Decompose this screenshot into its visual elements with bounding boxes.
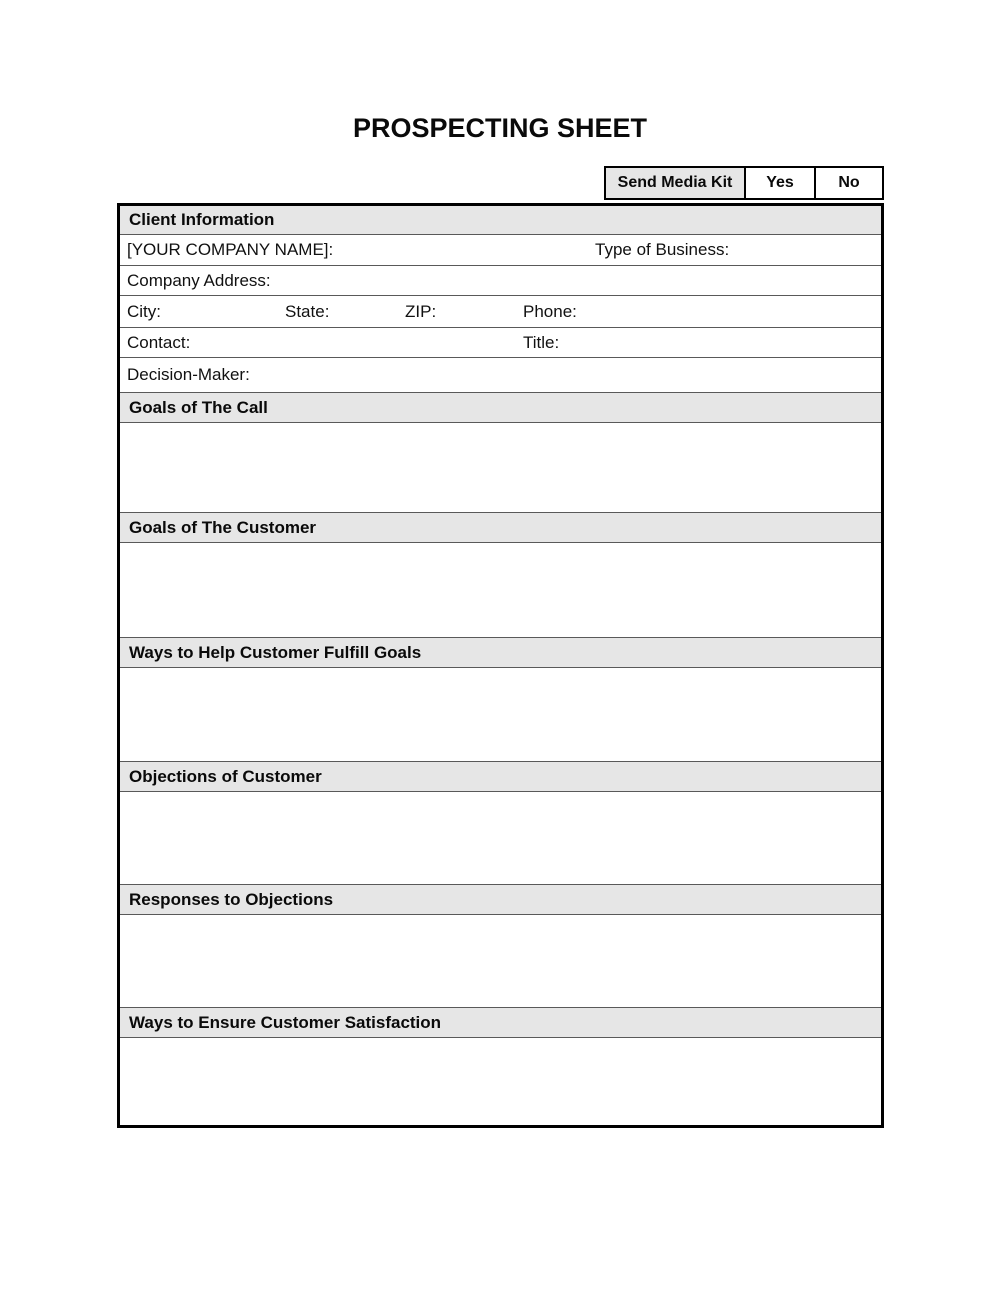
responses-to-objections-input-area[interactable] [120, 915, 881, 1008]
media-kit-no-option[interactable]: No [814, 168, 882, 198]
contact-title-row[interactable] [120, 328, 881, 358]
send-media-kit-table [604, 166, 884, 200]
send-media-kit-label: Send Media Kit [606, 168, 744, 198]
contact-label: Contact: [127, 332, 191, 352]
goals-of-the-call-input-area[interactable] [120, 423, 881, 513]
customer-satisfaction-input-area[interactable] [120, 1038, 881, 1125]
city-state-zip-phone-row[interactable] [120, 296, 881, 328]
responses-to-objections-header: Responses to Objections [120, 885, 881, 915]
page-title: PROSPECTING SHEET [352, 113, 648, 143]
objections-of-customer-header: Objections of Customer [120, 762, 881, 792]
company-address-row[interactable] [120, 266, 881, 296]
ways-to-help-header: Ways to Help Customer Fulfill Goals [120, 638, 881, 668]
type-of-business-label: Type of Business: [595, 240, 730, 259]
state-label: State: [285, 301, 330, 321]
goals-of-the-customer-input-area[interactable] [120, 543, 881, 638]
company-name-label: [YOUR COMPANY NAME]: [127, 240, 334, 259]
customer-satisfaction-header: Ways to Ensure Customer Satisfaction [120, 1008, 881, 1038]
decision-maker-label: Decision-Maker: [127, 365, 250, 384]
zip-label: ZIP: [405, 301, 437, 321]
decision-maker-row[interactable] [120, 358, 881, 393]
goals-of-the-customer-header: Goals of The Customer [120, 513, 881, 543]
client-information-header: Client Information [120, 206, 881, 235]
objections-of-customer-input-area[interactable] [120, 792, 881, 885]
prospecting-form-table [117, 203, 884, 1128]
company-name-row[interactable] [120, 235, 881, 266]
city-label: City: [127, 301, 161, 321]
ways-to-help-input-area[interactable] [120, 668, 881, 762]
phone-label: Phone: [523, 301, 577, 321]
company-address-label: Company Address: [127, 270, 271, 290]
title-label: Title: [523, 332, 560, 352]
media-kit-yes-option[interactable]: Yes [744, 168, 814, 198]
goals-of-the-call-header: Goals of The Call [120, 393, 881, 423]
